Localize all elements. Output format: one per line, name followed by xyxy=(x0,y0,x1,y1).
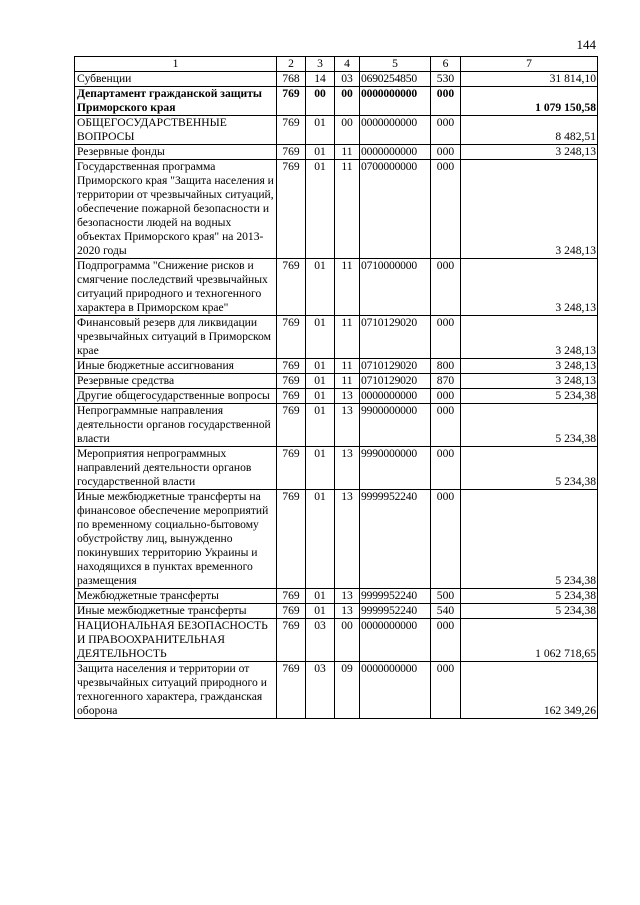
header-cell: 7 xyxy=(461,57,598,72)
section-code-cell: 01 xyxy=(306,490,335,589)
target-article-cell: 0000000000 xyxy=(360,389,431,404)
target-article-cell: 9999952240 xyxy=(360,604,431,619)
item-name-cell: Непрограммные направления деятельности органов государственной власти xyxy=(75,404,277,447)
ministry-code-cell: 769 xyxy=(277,87,306,116)
header-cell: 1 xyxy=(75,57,277,72)
target-article-cell: 0700000000 xyxy=(360,160,431,259)
subsection-code-cell: 13 xyxy=(335,490,360,589)
expense-type-cell: 540 xyxy=(431,604,461,619)
budget-table xyxy=(74,56,598,719)
expense-type-cell: 500 xyxy=(431,589,461,604)
expense-type-cell: 000 xyxy=(431,404,461,447)
section-code-cell: 01 xyxy=(306,389,335,404)
header-cell: 5 xyxy=(360,57,431,72)
item-name-cell: Государственная программа Приморского края "Защита населения и территории от чрезвычайных ситуаций, обеспечение пожарной безопасности и безопасности людей на водных объектах Приморского края" на 2013-2020 годы xyxy=(75,160,277,259)
header-cell: 2 xyxy=(277,57,306,72)
page-number: 144 xyxy=(576,37,596,52)
table-body xyxy=(75,57,598,719)
item-name-cell: Защита населения и территории от чрезвычайных ситуаций природного и техногенного характера, гражданская оборона xyxy=(75,662,277,719)
amount-cell: 3 248,13 xyxy=(461,316,598,359)
target-article-cell: 0000000000 xyxy=(360,145,431,160)
expense-type-cell: 000 xyxy=(431,160,461,259)
amount-cell: 5 234,38 xyxy=(461,604,598,619)
expense-type-cell: 000 xyxy=(431,490,461,589)
header-cell: 6 xyxy=(431,57,461,72)
subsection-code-cell: 13 xyxy=(335,447,360,490)
ministry-code-cell: 769 xyxy=(277,589,306,604)
section-code-cell: 03 xyxy=(306,662,335,719)
expense-type-cell: 000 xyxy=(431,145,461,160)
expense-type-cell: 000 xyxy=(431,447,461,490)
table-row xyxy=(75,116,598,145)
item-name-cell: Межбюджетные трансферты xyxy=(75,589,277,604)
ministry-code-cell: 769 xyxy=(277,604,306,619)
table-row xyxy=(75,160,598,259)
expense-type-cell: 530 xyxy=(431,72,461,87)
amount-cell: 5 234,38 xyxy=(461,389,598,404)
target-article-cell: 0710129020 xyxy=(360,316,431,359)
subsection-code-cell: 13 xyxy=(335,389,360,404)
table-row xyxy=(75,72,598,87)
amount-cell: 3 248,13 xyxy=(461,160,598,259)
table-row xyxy=(75,447,598,490)
target-article-cell: 0000000000 xyxy=(360,87,431,116)
ministry-code-cell: 769 xyxy=(277,145,306,160)
amount-cell: 3 248,13 xyxy=(461,259,598,316)
item-name-cell: ОБЩЕГОСУДАРСТВЕННЫЕ ВОПРОСЫ xyxy=(75,116,277,145)
amount-cell: 5 234,38 xyxy=(461,447,598,490)
subsection-code-cell: 13 xyxy=(335,604,360,619)
target-article-cell: 0710129020 xyxy=(360,374,431,389)
target-article-cell: 0000000000 xyxy=(360,662,431,719)
section-code-cell: 01 xyxy=(306,160,335,259)
table-row xyxy=(75,589,598,604)
target-article-cell: 9990000000 xyxy=(360,447,431,490)
amount-cell: 3 248,13 xyxy=(461,145,598,160)
section-code-cell: 01 xyxy=(306,447,335,490)
subsection-code-cell: 11 xyxy=(335,145,360,160)
ministry-code-cell: 769 xyxy=(277,389,306,404)
amount-cell: 1 079 150,58 xyxy=(461,87,598,116)
item-name-cell: Резервные средства xyxy=(75,374,277,389)
item-name-cell: Субвенции xyxy=(75,72,277,87)
section-code-cell: 01 xyxy=(306,589,335,604)
table-row xyxy=(75,259,598,316)
table-header-row xyxy=(75,57,598,72)
amount-cell: 5 234,38 xyxy=(461,589,598,604)
header-cell: 4 xyxy=(335,57,360,72)
header-cell: 3 xyxy=(306,57,335,72)
ministry-code-cell: 769 xyxy=(277,259,306,316)
item-name-cell: Финансовый резерв для ликвидации чрезвычайных ситуаций в Приморском крае xyxy=(75,316,277,359)
section-code-cell: 01 xyxy=(306,359,335,374)
table-row xyxy=(75,604,598,619)
amount-cell: 8 482,51 xyxy=(461,116,598,145)
amount-cell: 31 814,10 xyxy=(461,72,598,87)
item-name-cell: Департамент гражданской защиты Приморского края xyxy=(75,87,277,116)
section-code-cell: 01 xyxy=(306,374,335,389)
table-row xyxy=(75,316,598,359)
ministry-code-cell: 769 xyxy=(277,160,306,259)
target-article-cell: 9900000000 xyxy=(360,404,431,447)
item-name-cell: Иные межбюджетные трансферты на финансовое обеспечение мероприятий по временному социально-бытовому обустройству лиц, вынужденно покинувших территорию Украины и находящихся в пунктах временного размещения xyxy=(75,490,277,589)
expense-type-cell: 800 xyxy=(431,359,461,374)
amount-cell: 5 234,38 xyxy=(461,404,598,447)
ministry-code-cell: 769 xyxy=(277,404,306,447)
table-row xyxy=(75,619,598,662)
amount-cell: 162 349,26 xyxy=(461,662,598,719)
target-article-cell: 0710129020 xyxy=(360,359,431,374)
target-article-cell: 0000000000 xyxy=(360,116,431,145)
section-code-cell: 14 xyxy=(306,72,335,87)
section-code-cell: 01 xyxy=(306,404,335,447)
section-code-cell: 01 xyxy=(306,145,335,160)
section-code-cell: 01 xyxy=(306,604,335,619)
amount-cell: 3 248,13 xyxy=(461,374,598,389)
subsection-code-cell: 09 xyxy=(335,662,360,719)
subsection-code-cell: 13 xyxy=(335,589,360,604)
subsection-code-cell: 00 xyxy=(335,87,360,116)
subsection-code-cell: 11 xyxy=(335,359,360,374)
ministry-code-cell: 769 xyxy=(277,662,306,719)
expense-type-cell: 870 xyxy=(431,374,461,389)
subsection-code-cell: 00 xyxy=(335,619,360,662)
subsection-code-cell: 03 xyxy=(335,72,360,87)
expense-type-cell: 000 xyxy=(431,116,461,145)
expense-type-cell: 000 xyxy=(431,662,461,719)
subsection-code-cell: 11 xyxy=(335,160,360,259)
subsection-code-cell: 11 xyxy=(335,259,360,316)
ministry-code-cell: 769 xyxy=(277,316,306,359)
table-row xyxy=(75,404,598,447)
amount-cell: 1 062 718,65 xyxy=(461,619,598,662)
item-name-cell: НАЦИОНАЛЬНАЯ БЕЗОПАСНОСТЬ И ПРАВООХРАНИТЕЛЬНАЯ ДЕЯТЕЛЬНОСТЬ xyxy=(75,619,277,662)
ministry-code-cell: 769 xyxy=(277,447,306,490)
expense-type-cell: 000 xyxy=(431,389,461,404)
section-code-cell: 01 xyxy=(306,316,335,359)
section-code-cell: 00 xyxy=(306,87,335,116)
item-name-cell: Другие общегосударственные вопросы xyxy=(75,389,277,404)
table-row xyxy=(75,374,598,389)
expense-type-cell: 000 xyxy=(431,87,461,116)
item-name-cell: Подпрограмма "Снижение рисков и смягчение последствий чрезвычайных ситуаций природного и техногенного характера в Приморском крае" xyxy=(75,259,277,316)
target-article-cell: 0710000000 xyxy=(360,259,431,316)
section-code-cell: 01 xyxy=(306,259,335,316)
item-name-cell: Резервные фонды xyxy=(75,145,277,160)
table-row xyxy=(75,389,598,404)
table-row xyxy=(75,359,598,374)
target-article-cell: 9999952240 xyxy=(360,589,431,604)
subsection-code-cell: 00 xyxy=(335,116,360,145)
table-row xyxy=(75,145,598,160)
expense-type-cell: 000 xyxy=(431,316,461,359)
subsection-code-cell: 13 xyxy=(335,404,360,447)
table-row xyxy=(75,662,598,719)
table-row xyxy=(75,490,598,589)
target-article-cell: 0000000000 xyxy=(360,619,431,662)
ministry-code-cell: 769 xyxy=(277,374,306,389)
table-row xyxy=(75,87,598,116)
subsection-code-cell: 11 xyxy=(335,316,360,359)
ministry-code-cell: 768 xyxy=(277,72,306,87)
item-name-cell: Иные бюджетные ассигнования xyxy=(75,359,277,374)
expense-type-cell: 000 xyxy=(431,619,461,662)
expense-type-cell: 000 xyxy=(431,259,461,316)
item-name-cell: Мероприятия непрограммных направлений деятельности органов государственной власти xyxy=(75,447,277,490)
section-code-cell: 01 xyxy=(306,116,335,145)
ministry-code-cell: 769 xyxy=(277,619,306,662)
amount-cell: 5 234,38 xyxy=(461,490,598,589)
section-code-cell: 03 xyxy=(306,619,335,662)
item-name-cell: Иные межбюджетные трансферты xyxy=(75,604,277,619)
ministry-code-cell: 769 xyxy=(277,359,306,374)
ministry-code-cell: 769 xyxy=(277,116,306,145)
subsection-code-cell: 11 xyxy=(335,374,360,389)
ministry-code-cell: 769 xyxy=(277,490,306,589)
target-article-cell: 0690254850 xyxy=(360,72,431,87)
target-article-cell: 9999952240 xyxy=(360,490,431,589)
amount-cell: 3 248,13 xyxy=(461,359,598,374)
